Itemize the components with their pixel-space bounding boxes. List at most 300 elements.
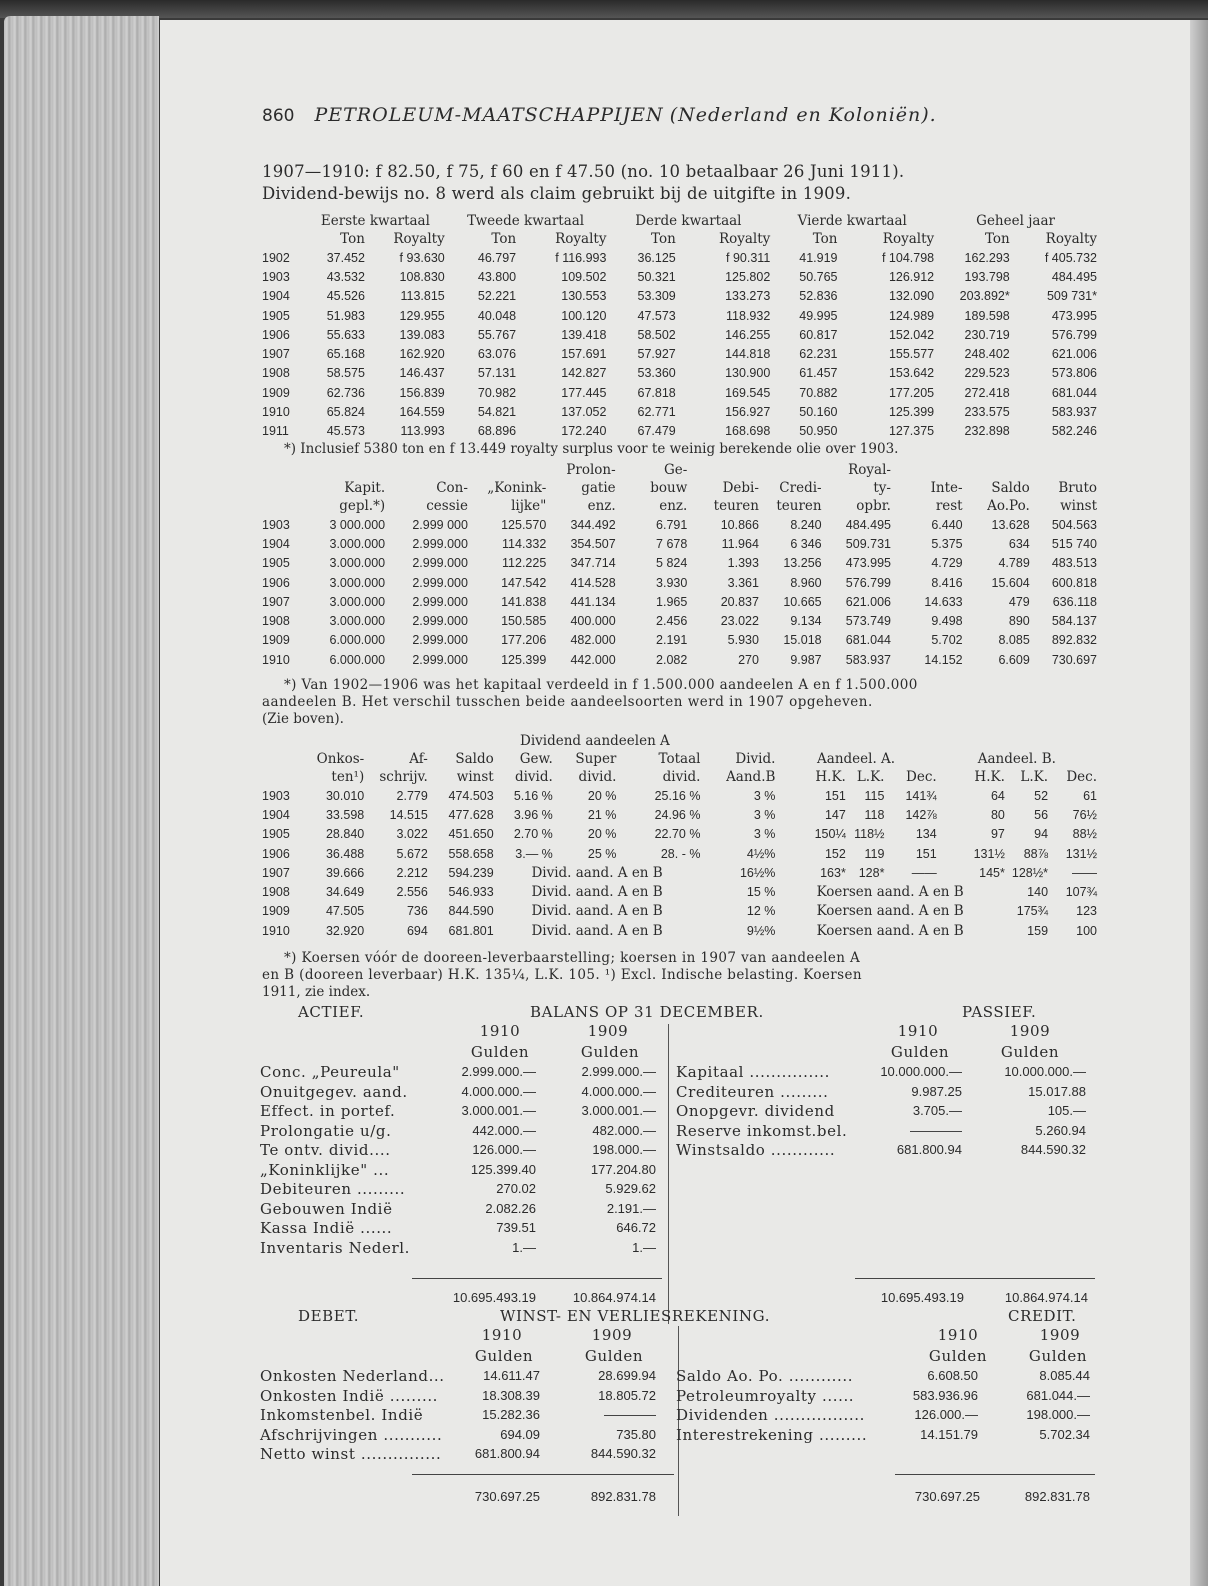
- table-cell: 5.375: [931, 536, 963, 551]
- table-cell: 55.767: [477, 327, 517, 342]
- table-cell: 509.731: [845, 536, 891, 551]
- table-row: [262, 267, 1097, 286]
- column-header: Bruto: [1058, 480, 1097, 496]
- table-cell: 57.131: [477, 366, 517, 381]
- table-row: [262, 786, 1097, 805]
- table-cell: 134: [915, 827, 937, 842]
- debet-currency-1909: Gulden: [584, 1347, 644, 1365]
- table-cell: 193.798: [964, 269, 1010, 284]
- column-header: Royalty: [882, 231, 935, 247]
- table-cell: 14.633: [924, 594, 963, 609]
- table-cell: 4.789: [998, 556, 1030, 571]
- table-cell: 477.628: [448, 807, 494, 822]
- table-cell: 162.293: [964, 250, 1010, 265]
- table-cell: 484.495: [845, 517, 891, 532]
- line-item-label: Winstsaldo ............: [676, 1141, 836, 1159]
- quarter-header: Derde kwartaal: [635, 213, 742, 229]
- header-row: [262, 768, 1097, 786]
- table-cell: 636.118: [1052, 594, 1097, 609]
- row-year: 1908: [262, 614, 290, 629]
- row-year: 1904: [262, 536, 290, 551]
- column-header: [468, 461, 546, 479]
- table-cell: 147.542: [501, 575, 547, 590]
- intro-line-1: 1907—1910: f 82.50, f 75, f 60 en f 47.50 (no. 10 betaalbaar 26 Juni 1911).: [262, 162, 905, 181]
- column-header: Ton: [984, 231, 1010, 247]
- table-cell: 155.577: [888, 347, 935, 362]
- table-cell: 10.665: [783, 594, 822, 609]
- table-cell: 36.125: [637, 250, 676, 265]
- table-cell: 3 %: [753, 788, 776, 803]
- line-item-1909: 844.590.32: [1020, 1142, 1086, 1157]
- table-cell: 573.749: [845, 614, 891, 629]
- line-item-label: Inkomstenbel. Indië: [260, 1406, 424, 1424]
- table-cell: 61: [1083, 788, 1097, 803]
- table-row: [262, 515, 1097, 534]
- column-header: Onkos-: [316, 751, 365, 767]
- column-header: Ao.Po.: [987, 498, 1030, 514]
- table-cell: 594.239: [448, 865, 494, 880]
- table-cell: 28.840: [325, 827, 365, 842]
- page-number: 860: [262, 106, 295, 126]
- table-cell: 6.000.000: [329, 652, 386, 667]
- table-cell: 112.225: [502, 556, 547, 571]
- span-text: Divid. aand. A en B: [531, 884, 663, 901]
- table-cell: 473.995: [845, 556, 891, 571]
- table-cell: 76½: [1072, 807, 1097, 822]
- actief-currency-1910: Gulden: [470, 1043, 530, 1061]
- table-cell: 3.000.000: [329, 536, 386, 551]
- line-item-1910: 3.000.001.—: [461, 1103, 536, 1118]
- table-cell: 474.503: [448, 788, 494, 803]
- column-header: Gew.: [519, 751, 553, 767]
- column-header: enz.: [659, 498, 688, 514]
- table-cell: 146.255: [725, 327, 771, 342]
- debet-total-1909: 892.831.78: [590, 1489, 656, 1504]
- debet-year-1909: 1909: [591, 1326, 633, 1344]
- line-item-1910: 739.51: [496, 1220, 536, 1235]
- span-text: Divid. aand. A en B: [531, 922, 663, 939]
- table-cell: 584.137: [1051, 614, 1097, 629]
- column-header: [262, 479, 305, 497]
- table-cell: 100.120: [561, 308, 607, 323]
- table-cell: 115: [864, 788, 885, 803]
- table-row: [262, 325, 1097, 344]
- table-cell: 272.418: [964, 385, 1010, 400]
- table-cell: 13.628: [991, 517, 1030, 532]
- table-row: [262, 573, 1097, 592]
- table-row: [262, 921, 1097, 940]
- table-cell: 24.96 %: [654, 807, 701, 822]
- table-cell: 156.839: [399, 385, 445, 400]
- table-cell: 9.498: [931, 614, 963, 629]
- dividend-table-body: [262, 786, 1097, 940]
- column-header: Ton: [812, 231, 838, 247]
- koers-label: Koersen aand. A en B: [816, 884, 964, 901]
- column-header: Ton: [650, 231, 676, 247]
- table-cell: f 93.630: [399, 250, 445, 265]
- line-item-label: Onuitgegev. aand.: [260, 1082, 408, 1101]
- table-cell: 151: [915, 846, 937, 861]
- line-item-label: Saldo Ao. Po. ............: [676, 1367, 854, 1385]
- table-cell: 47.505: [325, 904, 365, 919]
- column-header: Royalty: [1045, 231, 1097, 247]
- debet-currency-1910: Gulden: [474, 1347, 534, 1365]
- dividend-footnote-1: *) Koersen vóór de dooreen-leverbaarstelling; koersen in 1907 van aandeelen A: [284, 950, 861, 966]
- table-row: [262, 650, 1097, 669]
- line-item-1910: 18.308.39: [482, 1387, 540, 1403]
- line-item-1910: 2.999.000.—: [461, 1064, 536, 1079]
- table-cell: 88½: [1072, 827, 1097, 842]
- table-cell: 123: [1076, 904, 1097, 919]
- table-cell: 152.042: [888, 327, 935, 342]
- page-title: PETROLEUM-MAATSCHAPPIJEN: [314, 104, 664, 126]
- row-year: 1906: [262, 575, 290, 590]
- table-cell: 55.633: [326, 327, 365, 342]
- column-header: [891, 461, 963, 479]
- debet-total-rule: [412, 1474, 674, 1475]
- table-cell: 347.714: [570, 556, 616, 571]
- table-cell: 844.590: [448, 904, 494, 919]
- table-cell: 131½: [1065, 846, 1097, 861]
- column-header: L.K.: [1020, 769, 1049, 785]
- table-cell: 730.697: [1051, 652, 1097, 667]
- table-cell: 3.96 %: [513, 807, 553, 822]
- column-header: [262, 497, 305, 515]
- table-cell: 67.818: [637, 385, 676, 400]
- dividend-table-head: [262, 750, 1097, 786]
- passief-total-1909: 10.864.974.14: [1004, 1290, 1088, 1305]
- table-cell: 681.044: [1051, 385, 1097, 400]
- line-item-1910: 9.987.25: [911, 1083, 962, 1099]
- table-cell: 53.360: [637, 366, 676, 381]
- running-head: [262, 104, 937, 126]
- table-cell: 483.513: [1051, 556, 1097, 571]
- row-year: 1903: [262, 517, 290, 532]
- intro-line-2: Dividend-bewijs no. 8 werd als claim gebruikt bij de uitgifte in 1909.: [262, 184, 852, 203]
- table-cell: 132.090: [888, 289, 935, 304]
- table-row: [262, 554, 1097, 573]
- table-cell: 9.134: [790, 614, 822, 629]
- table-cell: 3.— %: [515, 846, 553, 861]
- table-cell: 45.573: [326, 424, 365, 439]
- table-cell: 137.052: [561, 405, 607, 420]
- credit-total-1909: 892.831.78: [1024, 1489, 1090, 1504]
- line-item-1910: 442.000.—: [472, 1122, 536, 1138]
- span-text: Divid. aand. A en B: [531, 903, 663, 920]
- table-cell: 56: [1034, 807, 1049, 822]
- table-cell: 32.920: [325, 923, 365, 938]
- table-cell: 142.827: [561, 366, 607, 381]
- table-cell: 34.649: [325, 885, 365, 900]
- column-header: Credi-: [779, 480, 822, 496]
- table-cell: 5.930: [727, 633, 759, 648]
- table-cell: 621.006: [1051, 347, 1097, 362]
- table-cell: 133.273: [725, 289, 771, 304]
- table-cell: 3.022: [396, 827, 428, 842]
- table-cell: 233.575: [964, 405, 1010, 420]
- balance-passief-title: PASSIEF.: [962, 1003, 1037, 1021]
- page-right-edge: [1190, 20, 1208, 1586]
- line-item-1910: 270.02: [496, 1181, 536, 1196]
- line-item-1910: 583.936.96: [912, 1387, 978, 1403]
- header-row: [262, 497, 1097, 515]
- column-header: Super: [575, 751, 617, 767]
- line-item-label: Reserve inkomst.bel.: [676, 1121, 848, 1140]
- row-year: 1905: [262, 827, 290, 842]
- table-row: [262, 844, 1097, 863]
- table-cell: 65.168: [326, 347, 365, 362]
- table-cell: 168.698: [725, 424, 771, 439]
- table-cell: 2.999 000: [412, 517, 468, 532]
- row-year: 1910: [262, 923, 290, 938]
- credit-total-rule: [895, 1474, 1095, 1475]
- row-year: 1907: [262, 865, 290, 880]
- table-cell: 2.212: [396, 865, 428, 880]
- table-cell: 147: [824, 807, 846, 822]
- table-cell: 129.955: [399, 308, 445, 323]
- line-item-1909: 105.—: [1047, 1103, 1086, 1118]
- table-cell: 11.964: [721, 536, 759, 551]
- line-item-1910: 14.151.79: [920, 1426, 978, 1442]
- line-item-label: Conc. „Peureula": [260, 1063, 400, 1081]
- table-cell: 63.076: [477, 347, 517, 362]
- header-row: [262, 479, 1097, 497]
- credit-currency-1909: Gulden: [1028, 1347, 1088, 1365]
- table-cell: 58.575: [326, 366, 365, 381]
- table-cell: 175¾: [1016, 904, 1049, 919]
- passief-currency-1910: Gulden: [890, 1043, 950, 1061]
- column-header: [385, 461, 468, 479]
- table-cell: 118½: [854, 827, 885, 842]
- row-year: 1907: [262, 594, 290, 609]
- actief-currency-1909: Gulden: [580, 1043, 640, 1061]
- column-header: Royal-: [848, 462, 891, 478]
- column-header: [262, 750, 305, 768]
- table-cell: 8.240: [790, 517, 822, 532]
- line-item-1909: 646.72: [616, 1220, 656, 1235]
- column-header: Dec.: [906, 769, 937, 785]
- table-cell: 20 %: [587, 788, 617, 803]
- line-item-1909: 4.000.000.—: [581, 1083, 656, 1099]
- line-item-1909: 28.699.94: [598, 1368, 656, 1383]
- line-item-1909: 2.191.—: [606, 1200, 656, 1216]
- table-cell: 3.000.000: [329, 575, 386, 590]
- quarter-header: Tweede kwartaal: [467, 213, 585, 229]
- column-header: lijke": [511, 498, 547, 514]
- table-cell: 4.729: [931, 556, 963, 571]
- column-header: winst: [1060, 498, 1097, 514]
- table-cell: f 405.732: [1044, 250, 1097, 265]
- table-cell: 177.206: [501, 633, 547, 648]
- capital-footnote-2: aandeelen B. Het verschil tusschen beide aandeelsoorten werd in 1907 opgeheven.: [262, 694, 873, 710]
- column-header: gepl.*): [339, 498, 386, 514]
- column-header: divid.: [514, 769, 553, 785]
- table-cell: 6.609: [998, 652, 1030, 667]
- line-item-1909: 198.000.—: [592, 1142, 656, 1157]
- table-cell: 46.797: [477, 250, 517, 265]
- table-cell: 230.719: [964, 327, 1010, 342]
- table-cell: 45.526: [326, 289, 365, 304]
- line-item-label: Afschrijvingen ...........: [260, 1425, 443, 1444]
- table-cell: 30.010: [325, 788, 365, 803]
- table-cell: 127.375: [888, 424, 935, 439]
- column-header: [262, 768, 305, 786]
- line-item-label: Debiteuren .........: [260, 1180, 406, 1198]
- table-cell: 573.806: [1051, 366, 1097, 381]
- table-cell: 43.800: [477, 269, 517, 284]
- table-cell: 41.919: [799, 250, 838, 265]
- column-header: [687, 461, 759, 479]
- table-cell: 100: [1076, 923, 1097, 938]
- table-cell: 107¾: [1065, 885, 1097, 900]
- koers-label: Koersen aand. A en B: [816, 903, 964, 920]
- line-item-1910: 126.000.—: [472, 1142, 536, 1157]
- table-cell: 43.532: [326, 269, 365, 284]
- table-cell: 515 740: [1051, 536, 1097, 551]
- table-cell: 344.492: [570, 517, 616, 532]
- line-item-label: „Koninklijke" ...: [260, 1160, 390, 1179]
- table-cell: 125.399: [501, 652, 547, 667]
- table-cell: 414.528: [570, 575, 616, 590]
- table-cell: 37.452: [326, 250, 365, 265]
- column-header: cessie: [426, 498, 468, 514]
- table-cell: 9½%: [746, 923, 776, 938]
- line-item-label: Petroleumroyalty ......: [676, 1386, 855, 1405]
- column-header: Totaal: [658, 751, 701, 767]
- capital-table: [262, 461, 1097, 669]
- row-year: 1909: [262, 633, 290, 648]
- column-header: Debi-: [722, 480, 759, 496]
- column-header: Divid.: [735, 751, 776, 767]
- table-row: [262, 422, 1097, 441]
- column-header: H.K.: [815, 769, 846, 785]
- table-cell: 65.824: [326, 405, 365, 420]
- column-header: rest: [935, 498, 963, 514]
- table-cell: 354.507: [570, 536, 616, 551]
- line-item-label: Crediteuren .........: [676, 1082, 829, 1101]
- table-cell: 6.791: [656, 517, 688, 532]
- table-cell: ——: [911, 865, 937, 880]
- table-cell: 681.044: [845, 633, 891, 648]
- line-item-1909: 681.044.—: [1026, 1387, 1090, 1403]
- header-row: [262, 750, 1097, 768]
- table-cell: 203.892*: [959, 289, 1010, 304]
- table-cell: 484.495: [1051, 269, 1097, 284]
- royalty-table: [262, 212, 1097, 441]
- line-item-1909: 2.999.000.—: [581, 1064, 656, 1079]
- row-year: 1908: [262, 885, 290, 900]
- table-row: [262, 805, 1097, 824]
- table-cell: 600.818: [1051, 575, 1097, 590]
- table-cell: 5.16 %: [513, 788, 553, 803]
- actief-year-1909: 1909: [587, 1022, 629, 1040]
- dividend-table: [262, 750, 1097, 940]
- line-item-1910: 2.082.26: [485, 1200, 536, 1216]
- table-cell: 400.000: [570, 614, 616, 629]
- table-cell: 558.658: [448, 846, 494, 861]
- table-cell: 8.960: [790, 575, 822, 590]
- table-cell: 131½: [973, 846, 1005, 861]
- table-cell: 159: [1027, 923, 1049, 938]
- table-cell: 16½%: [739, 865, 776, 880]
- table-cell: 2.082: [656, 652, 688, 667]
- koers-label: Koersen aand. A en B: [816, 922, 964, 939]
- table-cell: 62.231: [799, 347, 838, 362]
- table-cell: 128*: [858, 865, 885, 880]
- table-cell: 583.937: [845, 652, 891, 667]
- table-cell: 582.246: [1051, 424, 1097, 439]
- line-item-label: Te ontv. divid....: [260, 1141, 391, 1159]
- royalty-sub-header-row: [262, 230, 1097, 248]
- table-cell: 113.993: [400, 424, 445, 439]
- passief-year-1910: 1910: [897, 1022, 939, 1040]
- table-cell: 3.000.000: [329, 594, 386, 609]
- table-cell: 139.083: [399, 327, 445, 342]
- table-cell: 22.70 %: [654, 827, 701, 842]
- column-header: Royalty: [393, 231, 445, 247]
- line-item-1909: 10.000.000.—: [1004, 1064, 1086, 1079]
- dividend-footnote-2: en B (dooreen leverbaar) H.K. 135¼, L.K. 105. ¹) Excl. Indische belasting. Koersen: [262, 967, 862, 983]
- table-cell: 270: [738, 652, 759, 667]
- table-cell: 3.930: [656, 575, 688, 590]
- line-item-1910: 15.282.36: [482, 1407, 540, 1422]
- table-cell: 172.240: [561, 424, 607, 439]
- column-header: ty-: [873, 480, 891, 496]
- pl-debet-title: DEBET.: [298, 1307, 360, 1325]
- credit-total-1910: 730.697.25: [914, 1489, 980, 1504]
- row-year: 1904: [262, 807, 290, 822]
- line-item-label: Onopgevr. dividend: [676, 1102, 835, 1120]
- table-row: [262, 364, 1097, 383]
- table-cell: 634: [1008, 536, 1030, 551]
- table-cell: 14.152: [924, 652, 963, 667]
- line-item-1909: 844.590.32: [590, 1446, 656, 1461]
- row-year: 1910: [262, 405, 290, 420]
- row-year: 1905: [262, 308, 290, 323]
- table-cell: 125.399: [888, 405, 935, 420]
- table-cell: 248.402: [964, 347, 1010, 362]
- table-cell: 130.553: [561, 289, 607, 304]
- table-cell: 15.604: [991, 575, 1030, 590]
- quarter-header: Eerste kwartaal: [320, 213, 430, 229]
- column-header: [1030, 461, 1097, 479]
- line-item-1910: 125.399.40: [470, 1161, 536, 1177]
- table-cell: 2.70 %: [513, 827, 553, 842]
- table-cell: 473.995: [1051, 308, 1097, 323]
- line-item-1910: 694.09: [500, 1426, 540, 1442]
- row-year: 1903: [262, 788, 290, 803]
- table-cell: 5.702: [931, 633, 963, 648]
- table-cell: 5 824: [656, 556, 688, 571]
- table-cell: 25.16 %: [654, 788, 701, 803]
- line-item-1909: 3.000.001.—: [581, 1103, 656, 1118]
- column-header: Ton: [491, 231, 517, 247]
- royalty-footnote: *) Inclusief 5380 ton en f 13.449 royalty surplus voor te weinig berekende olie over 1903.: [284, 441, 899, 457]
- table-cell: 50.765: [799, 269, 838, 284]
- column-header: [759, 461, 822, 479]
- row-year: 1904: [262, 289, 290, 304]
- table-cell: 694: [406, 923, 428, 938]
- table-cell: 80: [990, 807, 1005, 822]
- table-cell: 52.221: [477, 289, 517, 304]
- line-item-1909: 5.929.62: [605, 1181, 656, 1196]
- credit-currency-1910: Gulden: [928, 1347, 988, 1365]
- table-cell: 126.912: [888, 269, 935, 284]
- column-header: [963, 461, 1030, 479]
- table-cell: 451.650: [448, 827, 494, 842]
- table-cell: 15 %: [746, 885, 776, 900]
- table-cell: 153.642: [888, 366, 935, 381]
